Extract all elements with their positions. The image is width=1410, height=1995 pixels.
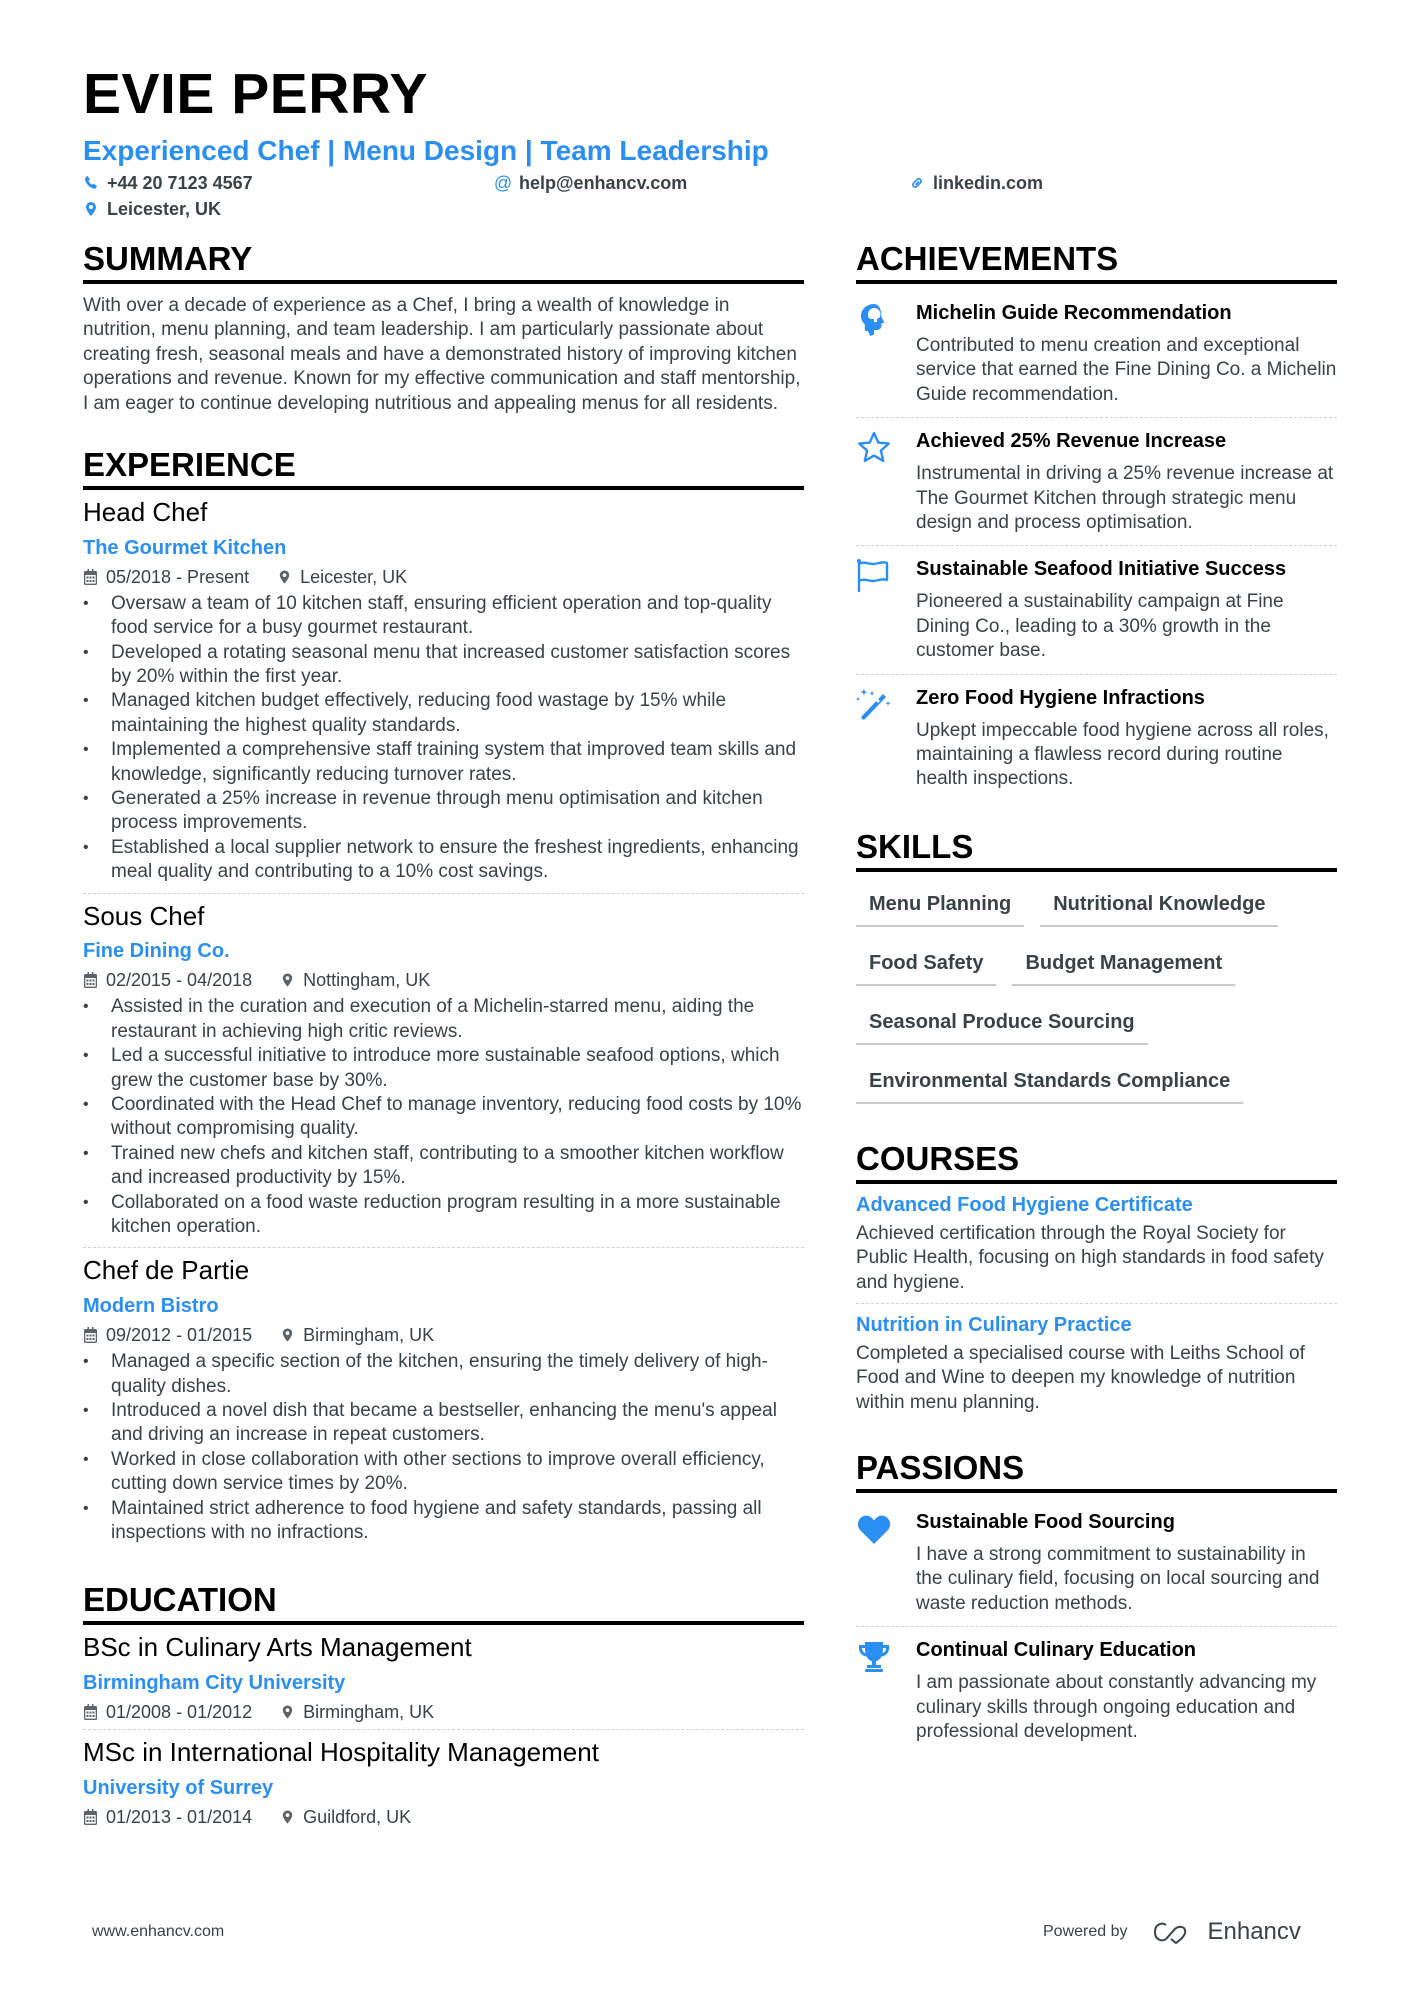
achievement-title: Zero Food Hygiene Infractions xyxy=(916,686,1205,709)
contact-phone[interactable] xyxy=(83,174,253,192)
skill-tag: Environmental Standards Compliance xyxy=(856,1055,1243,1104)
passion-title: Continual Culinary Education xyxy=(916,1639,1197,1662)
candidate-title: Experienced Chef | Menu Design | Team Leadership xyxy=(83,135,769,166)
bullet-item: • Led a successful initiative to introduce more sustainable seafood options, which grew the customer base by 30%. xyxy=(83,1044,804,1093)
school-name: University of Surrey xyxy=(83,1777,274,1800)
website-link[interactable]: www.enhancv.com xyxy=(92,1923,225,1940)
date-range: 01/2013 - 01/2014 xyxy=(106,1807,253,1828)
powered-by xyxy=(1043,1918,1301,1946)
head-brain-icon xyxy=(856,302,892,338)
achievement-item xyxy=(856,674,1337,802)
course-title: Nutrition in Culinary Practice xyxy=(856,1313,1132,1336)
achievement-desc: Instrumental in driving a 25% revenue increase at The Gourmet Kitchen through strategic menu design and process optimisation. xyxy=(916,463,1334,533)
contact-email[interactable] xyxy=(495,174,687,192)
skills-heading: SKILLS xyxy=(856,828,1337,872)
experience-heading: EXPERIENCE xyxy=(83,446,804,490)
bullet-item: • Developed a rotating seasonal menu that increased customer satisfaction scores by 20% within the first year. xyxy=(83,641,804,690)
achievement-bullets xyxy=(83,1350,804,1545)
entry-meta xyxy=(83,1326,804,1344)
powered-by-label: Powered by xyxy=(1043,1923,1128,1940)
bullet-item: • Collaborated on a food waste reduction program resulting in a more sustainable kitchen operation. xyxy=(83,1191,804,1240)
job-title: Chef de Partie xyxy=(83,1255,250,1286)
courses-section xyxy=(856,1140,1337,1423)
contact-location xyxy=(83,200,221,218)
degree-title: MSc in International Hospitality Management xyxy=(83,1737,599,1768)
courses-heading: COURSES xyxy=(856,1140,1337,1184)
school-name: Birmingham City University xyxy=(83,1672,346,1695)
location-pin-icon xyxy=(280,1809,295,1825)
passion-desc: I have a strong commitment to sustainability in the culinary field, focusing on local sourcing and waste reduction methods. xyxy=(916,1544,1320,1614)
flag-icon xyxy=(856,558,892,594)
date-range: 02/2015 - 04/2018 xyxy=(106,970,253,991)
bullet-item: • Maintained strict adherence to food hygiene and safety standards, passing all inspections with no infractions. xyxy=(83,1497,804,1546)
skill-tag: Seasonal Produce Sourcing xyxy=(856,996,1148,1045)
calendar-icon xyxy=(83,972,98,988)
right-column xyxy=(856,240,1337,1755)
enhancv-logo-icon xyxy=(1152,1920,1200,1944)
entry-meta xyxy=(83,1808,804,1826)
entry-meta xyxy=(83,971,804,989)
passion-desc: I am passionate about constantly advancing my culinary skills through ongoing education and professional development. xyxy=(916,1672,1317,1743)
course-item xyxy=(856,1303,1337,1423)
candidate-name: EVIE PERRY xyxy=(83,62,428,126)
phone-text: +44 20 7123 4567 xyxy=(107,173,253,193)
achievement-item xyxy=(856,417,1337,545)
bullet-item: • Established a local supplier network to ensure the freshest ingredients, enhancing meal quality and contributing to a 10% cost savings. xyxy=(83,836,804,885)
calendar-icon xyxy=(83,569,98,585)
passion-item xyxy=(856,1626,1337,1754)
passion-item xyxy=(856,1499,1337,1626)
course-item xyxy=(856,1184,1337,1303)
star-icon xyxy=(856,430,892,466)
link-icon xyxy=(909,174,925,192)
trophy-icon xyxy=(856,1639,892,1675)
summary-text: With over a decade of experience as a Chef, I bring a wealth of knowledge in nutrition, menu planning, and team leadership. I am particularly passionate about creating fresh, seasonal meals and have a demonstrated history of improving kitchen operations and revenue. Known for my effective communication and staff mentorship, I am eager to continue developing nutritious and appealing menus for all residents. xyxy=(83,294,801,414)
passion-title: Sustainable Food Sourcing xyxy=(916,1511,1175,1534)
linkedin-text: linkedin.com xyxy=(933,173,1044,193)
calendar-icon xyxy=(83,1704,98,1720)
skills-section xyxy=(856,828,1337,1114)
achievement-desc: Upkept impeccable food hygiene across all roles, maintaining a flawless record during routine health inspections. xyxy=(916,719,1329,790)
bullet-item: • Implemented a comprehensive staff training system that improved team skills and knowledge, significantly reducing turnover rates. xyxy=(83,738,804,787)
skill-tag: Food Safety xyxy=(856,937,996,986)
job-location: Birmingham, UK xyxy=(303,1325,435,1346)
course-title: Advanced Food Hygiene Certificate xyxy=(856,1193,1193,1216)
achievement-bullets xyxy=(83,592,804,885)
bullet-item: • Managed a specific section of the kitchen, ensuring the timely delivery of high-quality dishes. xyxy=(83,1350,804,1399)
skill-tag: Budget Management xyxy=(1012,937,1235,986)
bullet-item: • Introduced a novel dish that became a bestseller, enhancing the menu's appeal and driving an increase in repeat customers. xyxy=(83,1399,804,1448)
education-heading: EDUCATION xyxy=(83,1581,804,1625)
location-pin-icon xyxy=(277,569,292,585)
company-name: Fine Dining Co. xyxy=(83,940,230,963)
summary-section xyxy=(83,240,804,416)
achievement-title: Sustainable Seafood Initiative Success xyxy=(916,558,1287,581)
skills-list xyxy=(856,878,1337,1114)
experience-entry xyxy=(83,893,804,1240)
job-location: Nottingham, UK xyxy=(303,970,431,991)
experience-section xyxy=(83,446,804,1546)
bullet-item: • Trained new chefs and kitchen staff, contributing to a smoother kitchen workflow and increased productivity by 15%. xyxy=(83,1142,804,1191)
location-pin-icon xyxy=(83,200,99,218)
school-location: Birmingham, UK xyxy=(303,1702,435,1723)
bullet-item: • Oversaw a team of 10 kitchen staff, ensuring efficient operation and top-quality food service for a busy gourmet restaurant. xyxy=(83,592,804,641)
skill-tag: Nutritional Knowledge xyxy=(1040,878,1278,927)
location-pin-icon xyxy=(280,972,295,988)
education-section xyxy=(83,1581,804,1826)
contact-linkedin[interactable] xyxy=(909,174,1043,192)
enhancv-logo[interactable] xyxy=(1152,1918,1301,1946)
education-entry xyxy=(83,1729,804,1826)
email-text: help@enhancv.com xyxy=(519,173,688,193)
company-name: The Gourmet Kitchen xyxy=(83,536,287,559)
achievement-title: Achieved 25% Revenue Increase xyxy=(916,430,1227,453)
education-entry xyxy=(83,1625,804,1721)
date-range: 05/2018 - Present xyxy=(106,566,250,587)
phone-icon xyxy=(83,174,99,192)
bullet-item: • Generated a 25% increase in revenue through menu optimisation and kitchen process improvements. xyxy=(83,787,804,836)
job-location: Leicester, UK xyxy=(300,566,408,587)
location-pin-icon xyxy=(280,1704,295,1720)
skill-tag: Menu Planning xyxy=(856,878,1024,927)
achievements-heading: ACHIEVEMENTS xyxy=(856,240,1337,284)
experience-entry xyxy=(83,490,804,885)
achievement-desc: Pioneered a sustainability campaign at Fine Dining Co., leading to a 30% growth in the customer base. xyxy=(916,591,1284,662)
bullet-item: • Worked in close collaboration with other sections to improve overall efficiency, cutting down service times by 20%. xyxy=(83,1448,804,1497)
date-range: 09/2012 - 01/2015 xyxy=(106,1325,253,1346)
date-range: 01/2008 - 01/2012 xyxy=(106,1702,253,1723)
achievements-section xyxy=(856,240,1337,802)
passions-heading: PASSIONS xyxy=(856,1449,1337,1493)
location-pin-icon xyxy=(280,1327,295,1343)
at-icon: @ xyxy=(493,173,513,193)
heart-icon xyxy=(856,1511,892,1547)
magic-wand-icon xyxy=(856,687,892,723)
summary-heading: SUMMARY xyxy=(83,240,804,284)
job-title: Head Chef xyxy=(83,496,208,527)
entry-meta xyxy=(83,1703,804,1721)
entry-meta xyxy=(83,568,804,586)
left-column xyxy=(83,240,804,1826)
school-location: Guildford, UK xyxy=(303,1807,412,1828)
location-text: Leicester, UK xyxy=(107,199,222,219)
achievement-item xyxy=(856,545,1337,673)
achievement-item xyxy=(856,290,1337,417)
course-desc: Completed a specialised course with Leiths School of Food and Wine to deepen my knowledge of nutrition within menu planning. xyxy=(856,1342,1305,1413)
company-name: Modern Bistro xyxy=(83,1295,219,1318)
experience-entry xyxy=(83,1247,804,1545)
bullet-item: • Managed kitchen budget effectively, reducing food wastage by 15% while maintaining the highest quality standards. xyxy=(83,689,804,738)
achievement-desc: Contributed to menu creation and exceptional service that earned the Fine Dining Co. a Michelin Guide recommendation. xyxy=(916,334,1337,405)
calendar-icon xyxy=(83,1809,98,1825)
degree-title: BSc in Culinary Arts Management xyxy=(83,1632,472,1663)
job-title: Sous Chef xyxy=(83,900,205,931)
passions-section xyxy=(856,1449,1337,1754)
achievement-title: Michelin Guide Recommendation xyxy=(916,301,1232,324)
bullet-item: • Coordinated with the Head Chef to manage inventory, reducing food costs by 10% without compromising quality. xyxy=(83,1093,804,1142)
course-desc: Achieved certification through the Royal Society for Public Health, focusing on high standards in food safety and hygiene. xyxy=(856,1222,1324,1293)
calendar-icon xyxy=(83,1327,98,1343)
brand-name: Enhancv xyxy=(1207,1918,1301,1945)
achievement-bullets xyxy=(83,995,804,1239)
bullet-item: • Assisted in the curation and execution of a Michelin-starred menu, aiding the restaurant in achieving high critic reviews. xyxy=(83,995,804,1044)
